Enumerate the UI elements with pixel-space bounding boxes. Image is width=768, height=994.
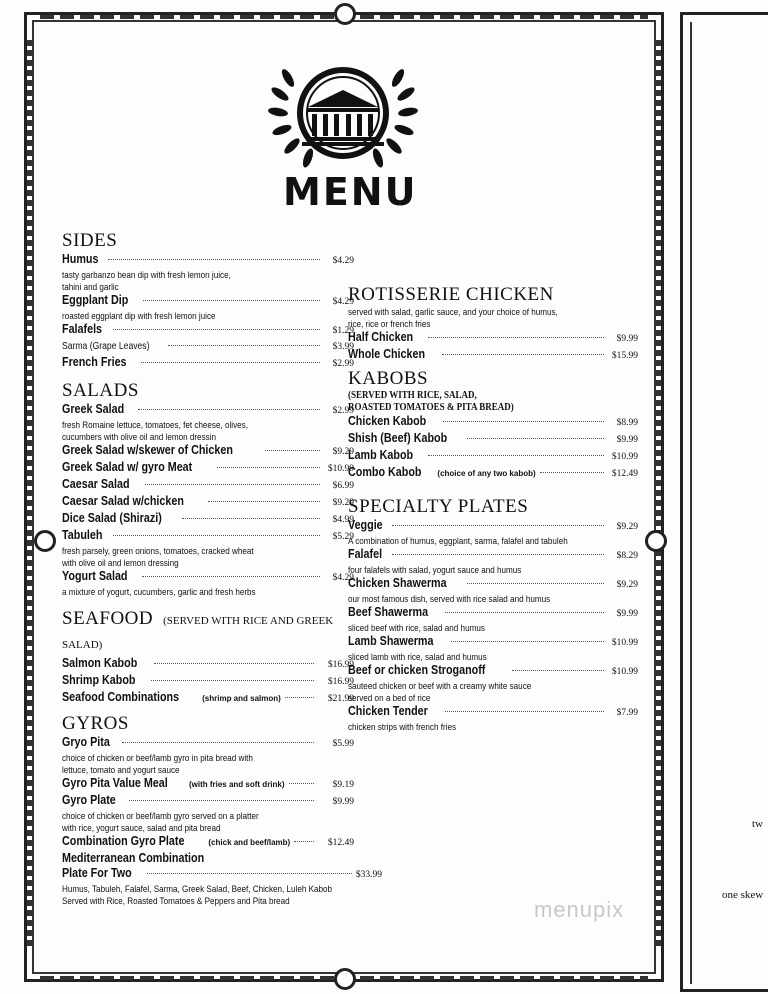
knot-ornament-left (34, 530, 56, 552)
leader-dots (208, 501, 320, 502)
menu-item (348, 431, 638, 448)
laurel-temple-logo-icon (268, 58, 418, 168)
menu-item (62, 511, 354, 528)
item-price: $12.49 (327, 838, 354, 848)
border-pattern-right (655, 40, 661, 950)
item-description: Served with Rice, Roasted Tomatoes & Peppers and Pita bread (62, 896, 290, 906)
menu-item (62, 443, 354, 460)
leader-dots (154, 663, 314, 664)
item-name: Gyro Plate (62, 793, 116, 807)
section-heading: SPECIALTY PLATES (348, 496, 529, 517)
leader-dots (142, 576, 320, 577)
item-name: Beef or chicken Stroganoff (348, 663, 486, 677)
combo-line1: Mediterranean Combination (62, 851, 205, 865)
item-name: Beef Shawerma (348, 605, 429, 619)
leader-dots (108, 259, 320, 260)
item-price: $12.49 (611, 469, 638, 479)
item-description: tahini and garlic (62, 282, 119, 292)
item-price: $10.99 (611, 638, 638, 648)
item-note: (chick and beef/lamb) (208, 838, 291, 847)
menu-item (62, 494, 354, 511)
item-name: Yogurt Salad (62, 569, 128, 583)
right-column (348, 284, 638, 733)
menu-item (62, 477, 354, 494)
item-description: our most famous dish, served with rice salad and humus (348, 594, 551, 604)
item-description: chicken strips with french fries (348, 722, 457, 732)
item-price: $5.29 (332, 532, 354, 542)
menu-item (62, 339, 354, 355)
menu-item (62, 735, 354, 752)
leader-dots (443, 421, 604, 422)
section-heading: SALADS (62, 380, 139, 401)
item-price: $9.19 (332, 780, 354, 790)
leader-dots (129, 800, 314, 801)
item-price: $9.99 (616, 334, 638, 344)
item-description: roasted eggplant dip with fresh lemon juice (62, 311, 216, 321)
item-name: Salmon Kabob (62, 656, 138, 670)
item-price: $1.29 (332, 326, 354, 336)
item-name: Whole Chicken (348, 347, 426, 361)
item-name: Half Chicken (348, 330, 414, 344)
item-name: Seafood Combinations (62, 690, 180, 704)
border-pattern-left (27, 40, 33, 950)
item-price: $16.99 (327, 660, 354, 670)
menu-item (62, 776, 354, 793)
knot-ornament-top (334, 3, 356, 25)
item-note: (with fries and soft drink) (188, 780, 285, 789)
menu-item (348, 347, 638, 364)
item-description: choice of chicken or beef/lamb gyro served on a platter (62, 811, 259, 821)
menu-item (62, 322, 354, 339)
item-name: Chicken Kabob (348, 414, 427, 428)
leader-dots (147, 873, 352, 874)
menu-item (348, 465, 638, 482)
section-heading: GYROS (62, 713, 129, 734)
menu-item (348, 414, 638, 431)
leader-dots (467, 583, 604, 584)
menu-item (62, 569, 354, 586)
leader-dots (217, 467, 320, 468)
item-price: $3.99 (332, 342, 354, 352)
item-description: tasty garbanzo bean dip with fresh lemon juice, (62, 270, 231, 280)
leader-dots (145, 484, 320, 485)
item-name: Lamb Kabob (348, 448, 414, 462)
section-heading: SEAFOOD (SERVED WITH RICE AND GREEK SALAD) (62, 608, 334, 651)
menu-item (348, 663, 638, 680)
item-price: $33.99 (355, 870, 382, 880)
item-name: Dice Salad (Shirazi) (62, 511, 162, 525)
next-page-text-2: one skew (722, 889, 764, 901)
item-description: sliced lamb with rice, salad and humus (348, 652, 487, 662)
watermark: menupix (534, 897, 625, 922)
item-name: Chicken Shawerma (348, 576, 447, 590)
leader-dots (168, 345, 320, 346)
item-name: Gryo Pita (62, 735, 110, 749)
item-price: $8.99 (616, 418, 638, 428)
item-name: Greek Salad w/skewer of Chicken (62, 443, 233, 457)
item-name: Shrimp Kabob (62, 673, 136, 687)
item-price: $4.29 (332, 256, 354, 266)
menu-item (348, 634, 638, 651)
item-name: Combination Gyro Plate (62, 834, 185, 848)
combo-title (62, 851, 354, 866)
leader-dots (141, 362, 320, 363)
leader-dots (428, 455, 604, 456)
section-note: (SERVED WITH RICE AND GREEK SALAD) (62, 615, 334, 651)
item-name: Humus (62, 252, 99, 266)
next-page-text-1: tw (752, 818, 763, 830)
leader-dots (392, 525, 604, 526)
item-price: $9.99 (616, 609, 638, 619)
leader-dots (428, 337, 604, 338)
item-name: Eggplant Dip (62, 293, 129, 307)
menu-title: MENU (283, 170, 418, 214)
item-description: choice of chicken or beef/lamb gyro in pita bread with (62, 753, 253, 763)
leader-dots (540, 472, 604, 473)
item-price: $10.99 (611, 452, 638, 462)
item-name: Lamb Shawerma (348, 634, 434, 648)
section-heading: SIDES (62, 230, 118, 251)
item-description: fresh parsely, green onions, tomatoes, cracked wheat (62, 546, 254, 556)
leader-dots (182, 518, 320, 519)
item-price: $21.99 (327, 694, 354, 704)
menu-item (62, 656, 354, 673)
item-name: Gyro Pita Value Meal (62, 776, 168, 790)
menu-item (62, 866, 382, 883)
item-description: with rice, yogurt sauce, salad and pita bread (62, 823, 221, 833)
leader-dots (265, 450, 320, 451)
menu-item (62, 690, 354, 707)
item-name: Caesar Salad w/chicken (62, 494, 184, 508)
item-name: Falafel (348, 547, 383, 561)
item-name: Shish (Beef) Kabob (348, 431, 448, 445)
menu-item (62, 355, 354, 372)
item-description: four falafels with salad, yogurt sauce and humus (348, 565, 522, 575)
section-subhead: (SERVED WITH RICE, SALAD, (348, 390, 477, 401)
item-price: $10.99 (327, 464, 354, 474)
item-name: Tabuleh (62, 528, 103, 542)
item-price: $5.99 (332, 739, 354, 749)
item-description: with olive oil and lemon dressing (62, 558, 179, 568)
item-price: $9.29 (616, 580, 638, 590)
item-description: cucumbers with olive oil and lemon dressin (62, 432, 216, 442)
section-heading: ROTISSERIE CHICKEN (348, 284, 554, 305)
item-price: $10.99 (611, 667, 638, 677)
leader-dots (392, 554, 604, 555)
leader-dots (467, 438, 604, 439)
item-name: Plate For Two (62, 866, 132, 880)
item-price: $9.29 (332, 447, 354, 457)
menu-item (348, 330, 638, 347)
item-description: served on a bed of rice (348, 693, 431, 703)
item-price: $8.29 (616, 551, 638, 561)
next-page-inner-border (690, 22, 768, 984)
section-description: served with salad, garlic sauce, and your choice of humus, (348, 307, 558, 317)
item-description: lettuce, tomato and yogurt sauce (62, 765, 180, 775)
leader-dots (289, 783, 314, 784)
leader-dots (151, 680, 314, 681)
leader-dots (285, 697, 314, 698)
leader-dots (445, 612, 604, 613)
menu-item (348, 605, 638, 622)
menu-item (62, 252, 354, 269)
leader-dots (512, 670, 604, 671)
leader-dots (113, 329, 320, 330)
leader-dots (442, 354, 604, 355)
menu-item (348, 547, 638, 564)
item-name: French Fries (62, 355, 127, 369)
item-name: Combo Kabob (348, 465, 422, 479)
leader-dots (138, 409, 320, 410)
item-name: Veggie (348, 518, 383, 532)
item-price: $9.99 (616, 435, 638, 445)
item-price: $9.99 (332, 797, 354, 807)
item-description: fresh Romaine lettuce, tomatoes, fet cheese, olives, (62, 420, 248, 430)
item-name: Chicken Tender (348, 704, 428, 718)
leader-dots (445, 711, 604, 712)
item-price: $6.99 (332, 481, 354, 491)
item-description: Humus, Tabuleh, Falafel, Sarma, Greek Salad, Beef, Chicken, Luleh Kabob (62, 884, 333, 894)
item-name: Sarma (Grape Leaves) (62, 341, 150, 352)
menu-item (348, 518, 638, 535)
menu-item (62, 673, 354, 690)
knot-ornament-right (645, 530, 667, 552)
item-name: Greek Salad (62, 402, 125, 416)
item-price: $15.99 (611, 351, 638, 361)
menu-item (62, 293, 354, 310)
menu-item (62, 834, 354, 851)
leader-dots (143, 300, 320, 301)
item-price: $7.99 (616, 708, 638, 718)
item-price: $4.29 (332, 573, 354, 583)
menu-item (62, 793, 354, 810)
section-heading: KABOBS (348, 368, 429, 389)
item-price: $4.99 (332, 515, 354, 525)
leader-dots (122, 742, 314, 743)
menu-item (348, 704, 638, 721)
item-description: sliced beef with rice, salad and humus (348, 623, 485, 633)
item-note: (shrimp and salmon) (202, 694, 281, 703)
item-description: a mixture of yogurt, cucumbers, garlic and fresh herbs (62, 587, 256, 597)
item-name: Greek Salad w/ gyro Meat (62, 460, 193, 474)
item-name: Falafels (62, 322, 103, 336)
item-name: Caesar Salad (62, 477, 130, 491)
item-price: $9.29 (616, 522, 638, 532)
menu-item (348, 576, 638, 593)
menu-item (348, 448, 638, 465)
leader-dots (451, 641, 604, 642)
section-description: rice, rice or french fries (348, 319, 431, 329)
item-description: sauteed chicken or beef with a creamy white sauce (348, 681, 532, 691)
menu-item (62, 460, 354, 477)
item-note: (choice of any two kabob) (437, 469, 536, 478)
knot-ornament-bottom (334, 968, 356, 990)
item-price: $4.29 (332, 297, 354, 307)
item-price: $9.29 (332, 498, 354, 508)
item-price: $2.99 (332, 406, 354, 416)
menu-item (62, 402, 354, 419)
leader-dots (294, 841, 314, 842)
item-description: A combination of humus, eggplant, sarma, falafel and tabuleh (348, 536, 568, 546)
menu-item (62, 528, 354, 545)
leader-dots (113, 535, 320, 536)
section-subhead: ROASTED TOMATOES & PITA BREAD) (348, 402, 514, 413)
item-price: $2.99 (332, 359, 354, 369)
item-price: $16.99 (327, 677, 354, 687)
